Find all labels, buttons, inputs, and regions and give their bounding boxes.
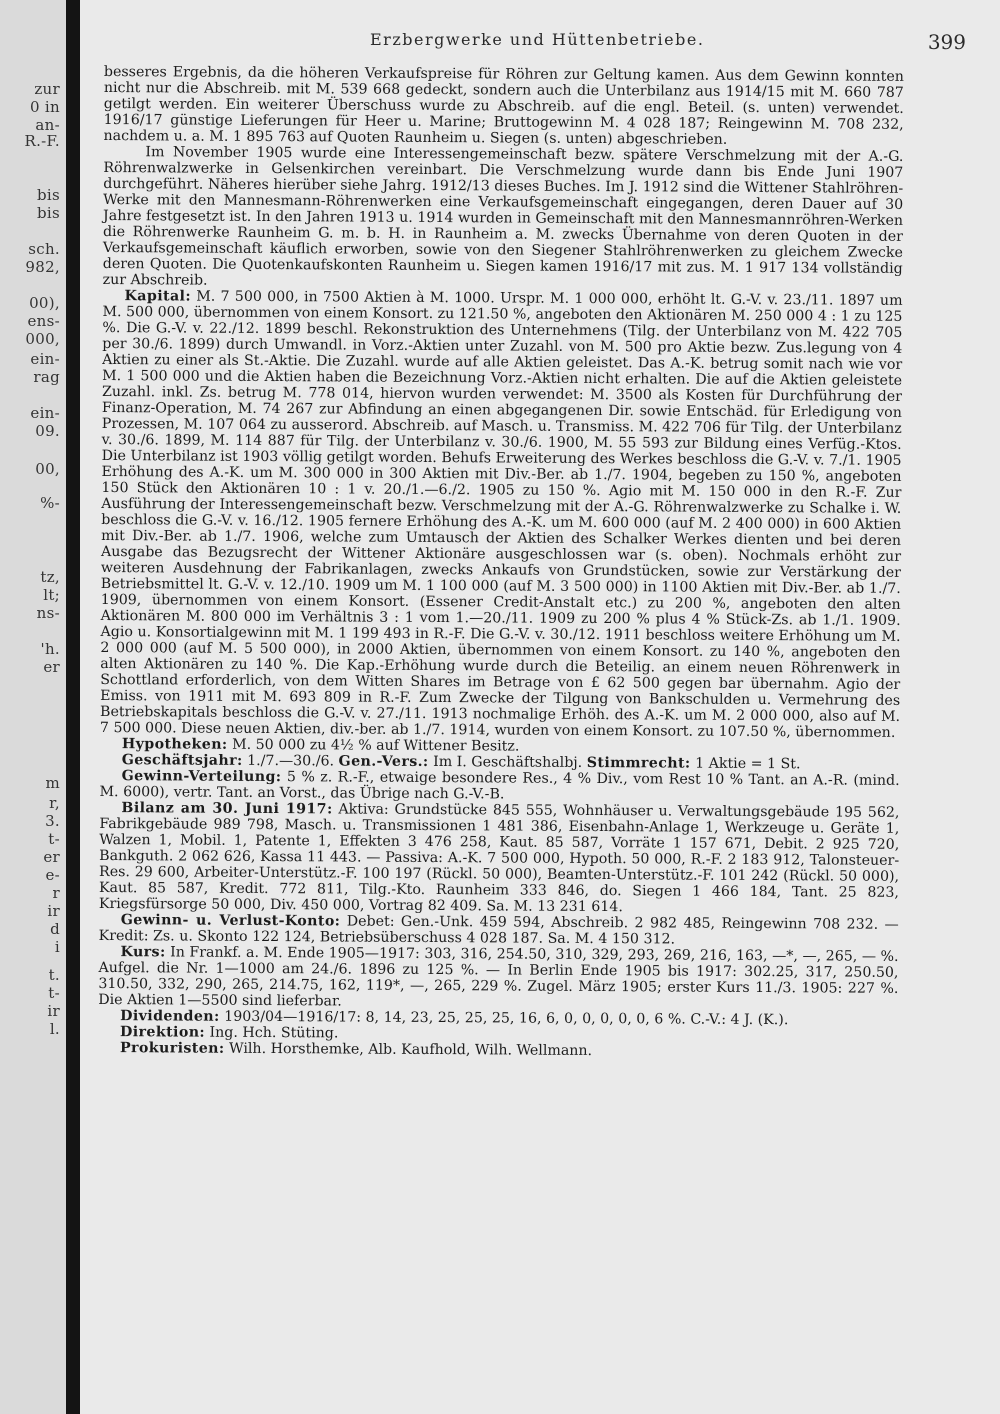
kapital-section <box>100 288 903 741</box>
margin-fragment: ir <box>47 1002 60 1020</box>
stimmrecht-text: 1 Aktie = 1 St. <box>695 755 801 773</box>
margin-fragment: tz, <box>40 568 60 586</box>
margin-fragment: sch. <box>28 240 60 258</box>
margin-fragment: t. <box>48 966 60 984</box>
margin-fragment: 09. <box>35 422 60 440</box>
margin-fragment: 0 in <box>30 98 60 116</box>
bilanz-label: Bilanz am 30. Juni 1917: <box>121 800 333 818</box>
geschaeftsjahr-text: 1./7.—30./6. <box>247 752 335 770</box>
page-body <box>98 64 904 1061</box>
gewinn-verlust-section <box>99 912 899 949</box>
margin-fragment: R.-F. <box>24 132 60 150</box>
book-gutter <box>66 0 80 1414</box>
margin-fragment: 000, <box>25 330 60 348</box>
margin-fragment: zur <box>34 80 60 98</box>
gen-vers-label: Gen.-Vers.: <box>338 753 429 770</box>
dividenden-label: Dividenden: <box>120 1008 220 1025</box>
bilanz-text: Aktiva: Grundstücke 845 555, Wohnhäuser u. Verwaltungsgebäude 195 562, Fabrikgebäude 989 798, Masch. u. Transmissionen 1 481 386, Eisenbahn-Anlage 1, Werkzeuge u. Geräte 1, Walzen 1, Mobil. 1, Patente 1, Effekten 3 476 258, Kaut. 85 587, Vorräte 1 157 671, Debit. 2 925 720, Bankguth. 2 062 626, Kassa 11 443. — Passiva: A.-K. 7 500 000, Hypoth. 50 000, R.-F. 2 183 912, Talonsteuer-Res. 29 600, Arbeiter-Unterstütz.-F. 100 197 (Rückl. 50 000), Beamten-Unterstütz.-F. 101 242 (Rückl. 50 000), Kaut. 85 587, Kredit. 772 811, Tilg.-Kto. Raunheim 333 846, do. Siegen 1 466 184, Tant. 25 823, Kriegsfürsorge 50 000, Div. 450 000, Vortrag 82 409. Sa. M. 13 231 614. <box>98 801 900 916</box>
margin-fragment: 982, <box>25 258 60 276</box>
hypotheken-text: M. 50 000 zu 4½ % auf Wittener Besitz. <box>232 736 520 755</box>
kurs-text: In Frankf. a. M. Ende 1905—1917: 303, 316, 254.50, 310, 329, 293, 269, 216, 163, —*, —, 265, — %. Aufgel. die Nr. 1—1000 am 24./6. 1896 zu 125 %. — In Berlin Ende 1905 bis 1917: 302.25, 317, 250.50, 310.50, 332, 290, 265, 214.75, 162, 119*, —, 265, 229 %. Zugel. März 1905; erster Kurs 11./3. 1905: 227 %. Die Aktien 1—5500 sind lieferbar. <box>98 944 899 1010</box>
gewinn-verlust-label: Gewinn- u. Verlust-Konto: <box>120 912 341 930</box>
hypotheken-label: Hypotheken: <box>121 736 228 753</box>
margin-fragment: i <box>54 938 60 956</box>
margin-fragment: lt; <box>43 586 60 604</box>
kurs-section <box>98 944 898 1013</box>
margin-fragment: l. <box>49 1020 60 1038</box>
gewinn-verlust-text: Debet: Gen.-Unk. 459 594, Abschreib. 2 982 485, Reingewinn 708 232. — Kredit: Zs. u. Skonto 122 124, Betriebsüberschuss 4 028 187. Sa. M. 4 150 312. <box>98 913 899 948</box>
margin-fragment: 00), <box>29 294 60 312</box>
dividenden-text: 1903/04—1916/17: 8, 14, 23, 25, 25, 25, 16, 6, 0, 0, 0, 0, 0, 6 %. C.-V.: 4 J. (K.). <box>224 1008 789 1029</box>
margin-fragment: 'h. <box>40 640 60 658</box>
margin-fragment: m <box>45 774 60 792</box>
kurs-label: Kurs: <box>120 944 166 961</box>
kapital-text: M. 7 500 000, in 7500 Aktien à M. 1000. Urspr. M. 1 000 000, erhöht lt. G.-V. v. 23./11. 1897 um M. 500 000, übernommen von einem Konsort. zu 121.50 %, angeboten den Aktionären M. 250 000 4 : 1 zu 125 %. Die G.-V. v. 22./12. 1899 beschl. Rekonstruktion des Unternehmens (Tilg. der Unterbilanz von M. 422 705 per 30./6. 1899) durch Umwandl. in Vorz.-Aktien unter Zuzahl. von M. 500 pro Aktie bezw. Zus.legung von 4 Aktien zu einer als St.-Aktie. Die Zuzahl. wurde auf alle Aktien geleistet. Das A.-K. betrug somit nach wie vor M. 1 500 000 und die Aktien haben die Bezeichnung Vorz.-Aktien nicht erhalten. Die auf die Aktien geleistete Zuzahl. inkl. Zs. betrug M. 778 014, hiervon wurden verwendet: M. 3500 als Kosten für Durchführung der Finanz-Operation, M. 74 267 zur Abfindung an einen abgegangenen Dir. sowie Entschäd. für Erledigung von Prozessen, M. 107 064 zu ausserord. Abschreib. auf Masch. u. Transmiss. M. 422 706 für Tilg. der Unterbilanz v. 30./6. 1899, M. 114 887 für Tilg. der Unterbilanz v. 30./6. 1900, M. 55 593 zur Bildung eines Verfüg.-Ktos. Die Unterbilanz ist 1903 völlig getilgt worden. Behufs Erweiterung des Werkes beschloss die G.-V. v. 7./1. 1905 Erhöhung des A.-K. um M. 300 000 in 300 Aktien mit Div.-Ber. ab 1./7. 1904, begeben zu 150 %, angeboten 150 Stück den Aktionären 10 : 1 v. 20./1.—6./2. 1905 zu 150 %. Agio mit M. 150 000 in den R.-F. Zur Ausführung der Interessengemeinschaft bezw. Verschmelzung mit der A.-G. Röhrenwalzwerke zu Schalke i. W. beschloss die G.-V. v. 16./12. 1905 fernere Erhöhung des A.-K. um M. 600 000 (auf M. 2 400 000) in 600 Aktien mit Div.-Ber. ab 1./7. 1906, welche zum Umtausch der Aktien des Schalker Werkes dienten und bei deren Ausgabe das Bezugsrecht der Wittener Aktionäre ausgeschlossen war (s. oben). Nochmals erhöht zur weiteren Ausdehnung der Fabrikanlagen, zwecks Ankaufs von Grundstücken, sowie zur Verstärkung der Betriebsmittel lt. G.-V. v. 12./10. 1909 um M. 1 100 000 (auf M. 3 500 000) in 1100 Aktien mit Div.-Ber. ab 1./7. 1909, übernommen von einem Konsort. (Essener Credit-Anstalt etc.) zu 200 %, angeboten den alten Aktionären M. 800 000 im Verhältnis 3 : 1 vom 1.—20./11. 1909 zu 200 % plus 4 % Stück-Zs. ab 1./1. 1909. Agio u. Konsortialgewinn mit M. 1 199 493 in R.-F. Die G.-V. v. 30./12. 1911 beschloss weitere Erhöhung um M. 2 000 000 (auf M. 5 500 000), in 2000 Aktien, übernommen von einem Konsort. zu 140 %, angeboten den alten Aktionären zu 140 %. Die Kap.-Erhöhung wurde durch die Beteilig. an einem neuen Röhrenwerk in Schottland erforderlich, von dem Witten Shares im Betrage von £ 62 500 gegen bar übernahm. Agio der Emiss. von 1911 mit M. 693 809 in R.-F. Zum Zwecke der Tilgung von Bankschulden u. Vermehrung des Betriebskapitals beschloss die G.-V. v. 27./11. 1913 nochmalige Erhöh. des A.-K. um M. 2 000 000, also auf M. 7 500 000. Diese neuen Aktien, div.-ber. ab 1./7. 1914, wurden von einem Konsort. zu 107.50 %, übernommen. <box>99 288 903 741</box>
margin-fragment: d <box>50 920 60 938</box>
margin-fragment: ns- <box>36 604 60 622</box>
margin-fragment: ens- <box>27 312 60 330</box>
margin-fragment: ir <box>47 902 60 920</box>
direktion-label: Direktion: <box>120 1024 206 1041</box>
margin-fragment: rag <box>33 368 60 386</box>
running-header: Erzbergwerke und Hüttenbetriebe. <box>370 30 705 49</box>
margin-fragment: ein- <box>30 350 60 368</box>
gen-vers-text: Im I. Geschäftshalbj. <box>433 754 583 771</box>
margin-fragment: er <box>43 848 60 866</box>
intro-paragraph: besseres Ergebnis, da die höheren Verkaufspreise für Röhren zur Geltung kamen. Aus dem Gewinn konnten nicht nur die Abschreib. mit M. 539 668 gedeckt, sondern auch die Unterbilanz aus 1914/15 mit M. 660 787 getilgt werden. Ein weiterer Überschuss wurde zu Abschreib. auf die engl. Beteil. (s. unten) verwendet. 1916/17 günstige Lieferungen für Heer u. Marine; Bruttogewinn M. 4 028 187; Reingewinn M. 708 232, nachdem u. a. M. 1 895 763 auf Quoten Raunheim u. Siegen (s. unten) abgeschrieben. <box>103 64 904 148</box>
merger-paragraph: Im November 1905 wurde eine Interessengemeinschaft bezw. spätere Verschmelzung mit der A.-G. Röhrenwalzwerke in Gelsenkirchen vereinbart. Die Verschmelzung wurde dann bis Ende Juni 1907 durchgeführt. Näheres hierüber siehe Jahrg. 1912/13 dieses Buches. Im J. 1912 sind die Wittener Stahlröhren-Werke mit den Mannesmann-Röhrenwerken eine Verkaufsgemeinschaft eingegangen, deren Dauer auf 30 Jahre festgesetzt ist. In den Jahren 1913 u. 1914 wurden in Gemeinschaft mit den Mannesmannröhren-Werken die Röhrenwerke Raunheim G. m. b. H. in Raunheim a. M. zwecks Übernahme von deren Quoten in der Verkaufsgemeinschaft käuflich erworben, sowie von den Siegener Stahlröhrenwerken zu gleichem Zwecke deren Quoten. Die Quotenkaufskonten Raunheim u. Siegen kamen 1916/17 mit zus. M. 1 917 134 vollständig zur Abschreib. <box>102 144 904 289</box>
gewinn-verteilung-section <box>100 768 900 805</box>
page-number: 399 <box>927 30 966 54</box>
margin-fragment: %- <box>40 494 60 512</box>
direktion-text: Ing. Hch. Stüting. <box>209 1024 339 1042</box>
bilanz-section <box>99 800 900 917</box>
margin-fragment: t- <box>48 984 60 1002</box>
margin-fragment: t- <box>48 830 60 848</box>
margin-fragment: e- <box>45 866 60 884</box>
margin-fragment: bis <box>37 204 60 222</box>
previous-page-margin <box>0 0 66 1414</box>
margin-fragment: er <box>43 658 60 676</box>
margin-fragment: r, <box>49 794 60 812</box>
stimmrecht-label: Stimmrecht: <box>586 754 691 772</box>
gewinn-verteilung-text: 5 % z. R.-F., etwaige besondere Res., 4 % Div., vom Rest 10 % Tant. an A.-R. (mind. M. 6000), vertr. Tant. an Vorst., das Übrige nach G.-V.-B. <box>99 769 900 803</box>
margin-fragment: an- <box>35 116 60 134</box>
geschaeftsjahr-label: Geschäftsjahr: <box>121 752 243 769</box>
kapital-label: Kapital: <box>124 288 192 305</box>
margin-fragment: 00, <box>35 460 60 478</box>
prokuristen-label: Prokuristen: <box>119 1040 225 1057</box>
book-page <box>80 0 1000 1414</box>
margin-fragment: r <box>52 884 60 902</box>
margin-fragment: ein- <box>30 404 60 422</box>
margin-fragment: 3. <box>45 812 60 830</box>
gewinn-verteilung-label: Gewinn-Verteilung: <box>121 768 282 786</box>
margin-fragment: bis <box>37 186 60 204</box>
prokuristen-text: Wilh. Horsthemke, Alb. Kaufhold, Wilh. Wellmann. <box>229 1040 593 1059</box>
